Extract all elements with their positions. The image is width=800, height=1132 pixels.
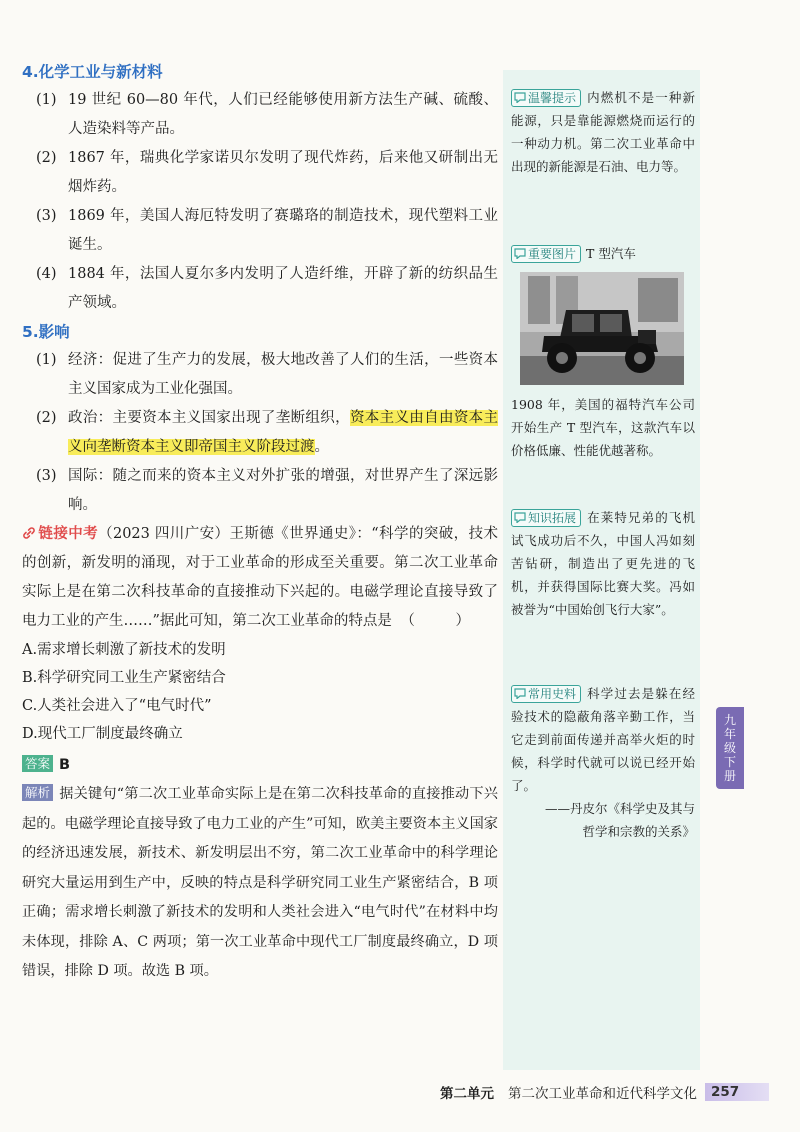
- section-5-item-2: (2) 政治：主要资本主义国家出现了垄断组织，资本主义由自由资本主义向垄断资本主义即帝国主义阶段过渡。: [36, 410, 499, 455]
- page-footer: [440, 1080, 770, 1104]
- exam-link-tag: 链接中考: [22, 526, 98, 542]
- answer-letter: B: [59, 757, 71, 773]
- explanation-tag: 解析: [22, 784, 53, 801]
- source-attribution-2: 哲学和宗教的关系》: [582, 824, 695, 839]
- section-4-item-2: (2) 1867 年，瑞典化学家诺贝尔发明了现代炸药，后来他又研制出无烟炸药。: [36, 150, 498, 195]
- model-t-car-photo: [520, 272, 684, 385]
- extension-note: 知识拓展 在莱特兄弟的飞机试飞成功后不久，中国人冯如刻苦钻研，制造出了更先进的飞机，并获得国际比赛大奖。冯如被誉为“中国始创飞行大家”。: [511, 510, 695, 617]
- grade-tab: 九年级下册: [716, 707, 744, 789]
- section-5-item-1: (1) 经济：促进了生产力的发展，极大地改善了人们的生活，一些资本主义国家成为工业化强国。: [36, 352, 498, 397]
- note-icon: [514, 512, 526, 523]
- exam-question: 链接中考（2023 四川广安）王斯德《世界通史》：“科学的突破，技术的创新，新发明的涌现，对于工业革命的形成至关重要。第二次工业革命实际上是在第二次科技革命的直接推动下兴起的。电磁学理论直接导致了电力工业的产生……”据此可知，第二次工业革命的特点是 （ ）: [22, 520, 498, 636]
- section-4-item-4: (4) 1884 年，法国人夏尔多内发明了人造纤维，开辟了新的纺织品生产领域。: [36, 266, 498, 311]
- explanation: 解析 据关键句“第二次工业革命实际上是在第二次科技革命的直接推动下兴起的。电磁学理论直接导致了电力工业的产生”可知，欧美主要资本主义国家的经济迅速发展，新技术、新发明层出不穷，第二次工业革命中的科学理论研究大量运用到生产中，反映的特点是科学研究同工业生产紧密结合，B 项正确；需求增长刺激了新技术的发明和人类社会进入“电气时代”在材料中均未体现，排除 A、C 两项；第一次工业革命中现代工厂制度最终确立，D 项错误，排除 D 项。故选 B 项。: [22, 785, 498, 979]
- footer-title: 第二次工业革命和近代科学文化: [508, 1086, 697, 1102]
- answer-blank: （ ）: [400, 613, 488, 629]
- page-number: 257: [705, 1083, 769, 1101]
- section-4-title: 4.化学工业与新材料: [22, 63, 163, 81]
- section-5-item-3: (3) 国际：随之而来的资本主义对外扩张的增强，对世界产生了深远影响。: [36, 468, 498, 513]
- tip-tag: 温馨提示: [511, 89, 581, 107]
- link-icon: [22, 526, 36, 540]
- section-4-item-3: (3) 1869 年，美国人海厄特发明了赛璐珞的制造技术，现代塑料工业诞生。: [36, 208, 498, 253]
- extension-tag: 知识拓展: [511, 509, 581, 527]
- section-5-title: 5.影响: [22, 323, 70, 341]
- note-icon: [514, 688, 526, 699]
- source-attribution-1: ——丹皮尔《科学史及其与: [544, 801, 695, 816]
- note-icon: [514, 92, 526, 103]
- option-c: C.人类社会进入了“电气时代”: [22, 698, 212, 714]
- picture-tag: 重要图片: [511, 245, 581, 263]
- section-4-item-1: (1) 19 世纪 60—80 年代，人们已经能够使用新方法生产碱、硫酸、人造染料等产品。: [36, 92, 498, 137]
- footer-unit: 第二单元: [440, 1086, 494, 1102]
- note-icon: [514, 248, 526, 259]
- side-column: [503, 70, 700, 1070]
- option-a: A.需求增长刺激了新技术的发明: [22, 642, 226, 658]
- picture-caption: 1908 年，美国的福特汽车公司开始生产 T 型汽车，这款汽车以价格低廉、性能优越著称。: [511, 397, 695, 458]
- main-column: [22, 58, 498, 987]
- tip-note: 温馨提示 内燃机不是一种新能源，只是靠能源燃烧而运行的一种动力机。第二次工业革命中出现的新能源是石油、电力等。: [511, 90, 695, 174]
- answer-tag: 答案: [22, 755, 53, 772]
- answer-row: [22, 750, 498, 780]
- option-d: D.现代工厂制度最终确立: [22, 726, 183, 742]
- source-tag: 常用史料: [511, 685, 581, 703]
- highlighted-text: 资本主义由自由资本主义向垄断资本主义即帝国主义阶段过渡: [68, 410, 499, 455]
- picture-note-title: 重要图片 T 型汽车: [511, 242, 695, 265]
- source-note: 常用史料 科学过去是躲在经验技术的隐蔽角落辛勤工作，当它走到前面传递并高举火炬的时候，科学时代就可以说已经开始了。 ——丹皮尔《科学史及其与 哲学和宗教的关系》: [511, 682, 695, 843]
- option-b: B.科学研究同工业生产紧密结合: [22, 670, 226, 686]
